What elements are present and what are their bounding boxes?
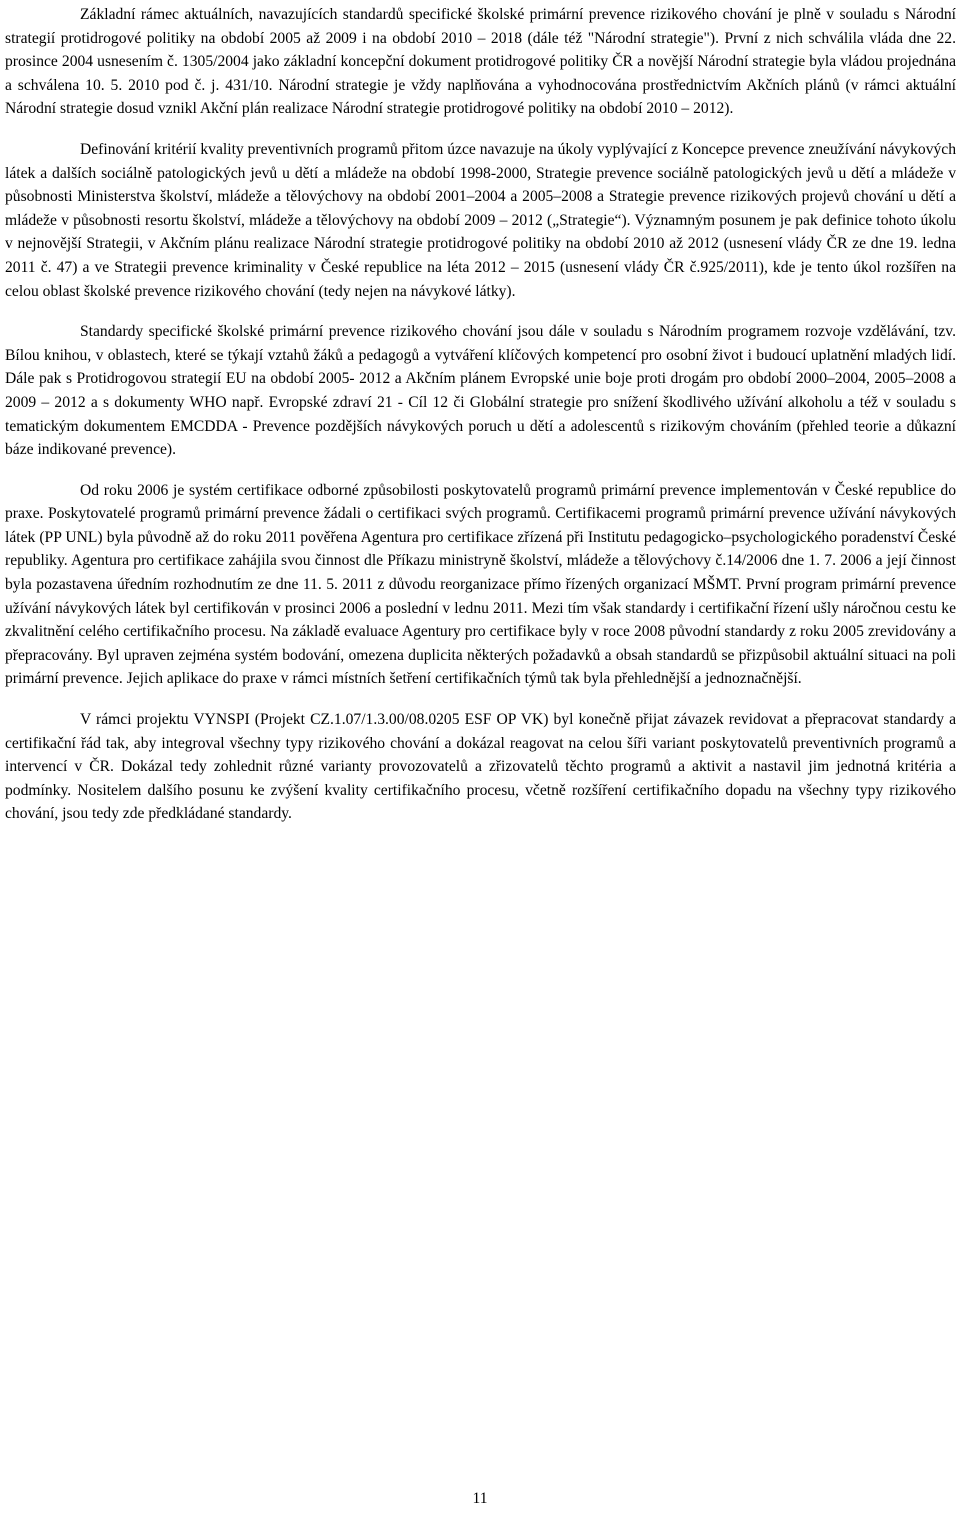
paragraph-vynspi-project: V rámci projektu VYNSPI (Projekt CZ.1.07/1.3.00/08.0205 ESF OP VK) byl konečně přijat závazek revidovat a přepracovat standardy a certifikační řád tak, aby integroval všechny typy rizikového chování a dokázal reagovat na celou šíři variant poskytovatelů preventivních programů a intervencí v ČR. Dokázal tedy zohlednit různé varianty provozovatelů a zřizovatelů těchto programů a aktivit a nastavil jim jednotná kritéria a podmínky. Nositelem dalšího posunu ke zvýšení kvality certifikačního procesu, včetně rozšíření certifikačního dopadu na všechny typy rizikového chování, jsou tedy zde předkládané standardy. xyxy=(5,711,956,823)
paragraph-standards-compliance: Standardy specifické školské primární prevence rizikového chování jsou dále v souladu s Národním programem rozvoje vzdělávání, tzv. Bílou knihou, v oblastech, které se týkají vztahů žáků a pedagogů a vytváření klíčových kompetencí pro osobní život i budoucí uplatnění mladých lidí. Dále pak s Protidrogovou strategií EU na období 2005- 2012 a Akčním plánem Evropské unie boje proti drogám pro období 2000–2004, 2005–2008 a 2009 – 2012 a s dokumenty WHO např. Evropské zdraví 21 - Cíl 12 či Globální strategie pro snížení škodlivého užívání alkoholu a též v souladu s tematickým dokumentem EMCDDA - Prevence pozdějších návykových poruch u dětí a adolescentů s rizikovým chováním (přehled teorie a důkazní báze indikované prevence). xyxy=(5,323,956,459)
paragraph-national-strategy: Základní rámec aktuálních, navazujících standardů specifické školské primární prevence rizikového chování je plně v souladu s Národní strategií protidrogové politiky na období 2005 až 2009 i na období 2010 – 2018 (dále též "Národní strategie"). První z nich schválila vláda dne 22. prosince 2004 usnesením č. 1305/2004 jako základní koncepční dokument protidrogové politiky ČR a novější Národní strategie byla vládou projednána a schválena 10. 5. 2010 pod č. j. 431/10. Národní strategie je vždy naplňována a vyhodnocována prostřednictvím Akčních plánů (v rámci aktuální Národní strategie dosud vznikl Akční plán realizace Národní strategie protidrogové politiky na období 2010 – 2012). xyxy=(5,6,956,118)
paragraph-certification-history: Od roku 2006 je systém certifikace odborné způsobilosti poskytovatelů programů primární prevence implementován v České republice do praxe. Poskytovatelé programů primární prevence žádali o certifikaci svých programů. Certifikacemi programů primární prevence užívání návykových látek (PP UNL) byla původně až do roku 2011 pověřena Agentura pro certifikace zřízená při Institutu pedagogicko–psychologického poradenství České republiky. Agentura pro certifikace zahájila svou činnost dle Příkazu ministryně školství, mládeže a tělovýchovy č.14/2006 dne 1. 7. 2006 a její činnost byla pozastavena úředním rozhodnutím ze dne 11. 5. 2011 z důvodu reorganizace přímo řízených organizací MŠMT. První program primární prevence užívání návykových látek byl certifikován v prosinci 2006 a poslední v lednu 2011. Mezi tím však standardy i certifikační řízení ušly náročnou cestu ke zkvalitnění celého certifikačního procesu. Na základě evaluace Agentury pro certifikace byly v roce 2008 původní standardy z roku 2005 zrevidovány a přepracovány. Byl upraven zejména systém bodování, omezena duplicita některých požadavků a obsah standardů se přizpůsobil aktuální situaci na poli primární prevence. Jejich aplikace do praxe v rámci místních šetření certifikačních týmů tak byla přehlednější a jednoznačnější. xyxy=(5,481,956,688)
page-number: 11 xyxy=(472,1490,488,1507)
paragraph-quality-criteria: Definování kritérií kvality preventivních programů přitom úzce navazuje na úkoly vyplývající z Koncepce prevence zneužívání návykových látek a dalších sociálně patologických jevů u dětí a mládeže na období 1998-2000, Strategie prevence sociálně patologických jevů u dětí a mládeže v působnosti Ministerstva školství, mládeže a tělovýchovy na období 2001–2004 a 2005–2008 a Strategie prevence rizikových projevů chování u dětí a mládeže v působnosti resortu školství, mládeže a tělovýchovy na období 2009 – 2012 („Strategie“). Významným posunem je pak definice tohoto úkolu v nejnovější Strategii, v Akčním plánu realizace Národní strategie protidrogové politiky na období 2010 až 2012 (usnesení vlády ČR ze dne 19. ledna 2011 č. 47) a ve Strategii prevence kriminality v České republice na léta 2012 – 2015 (usnesení vlády ČR č.925/2011), kde je tento úkol rozšířen na celou oblast školské prevence rizikového chování (tedy nejen na návykové látky). xyxy=(5,140,956,300)
